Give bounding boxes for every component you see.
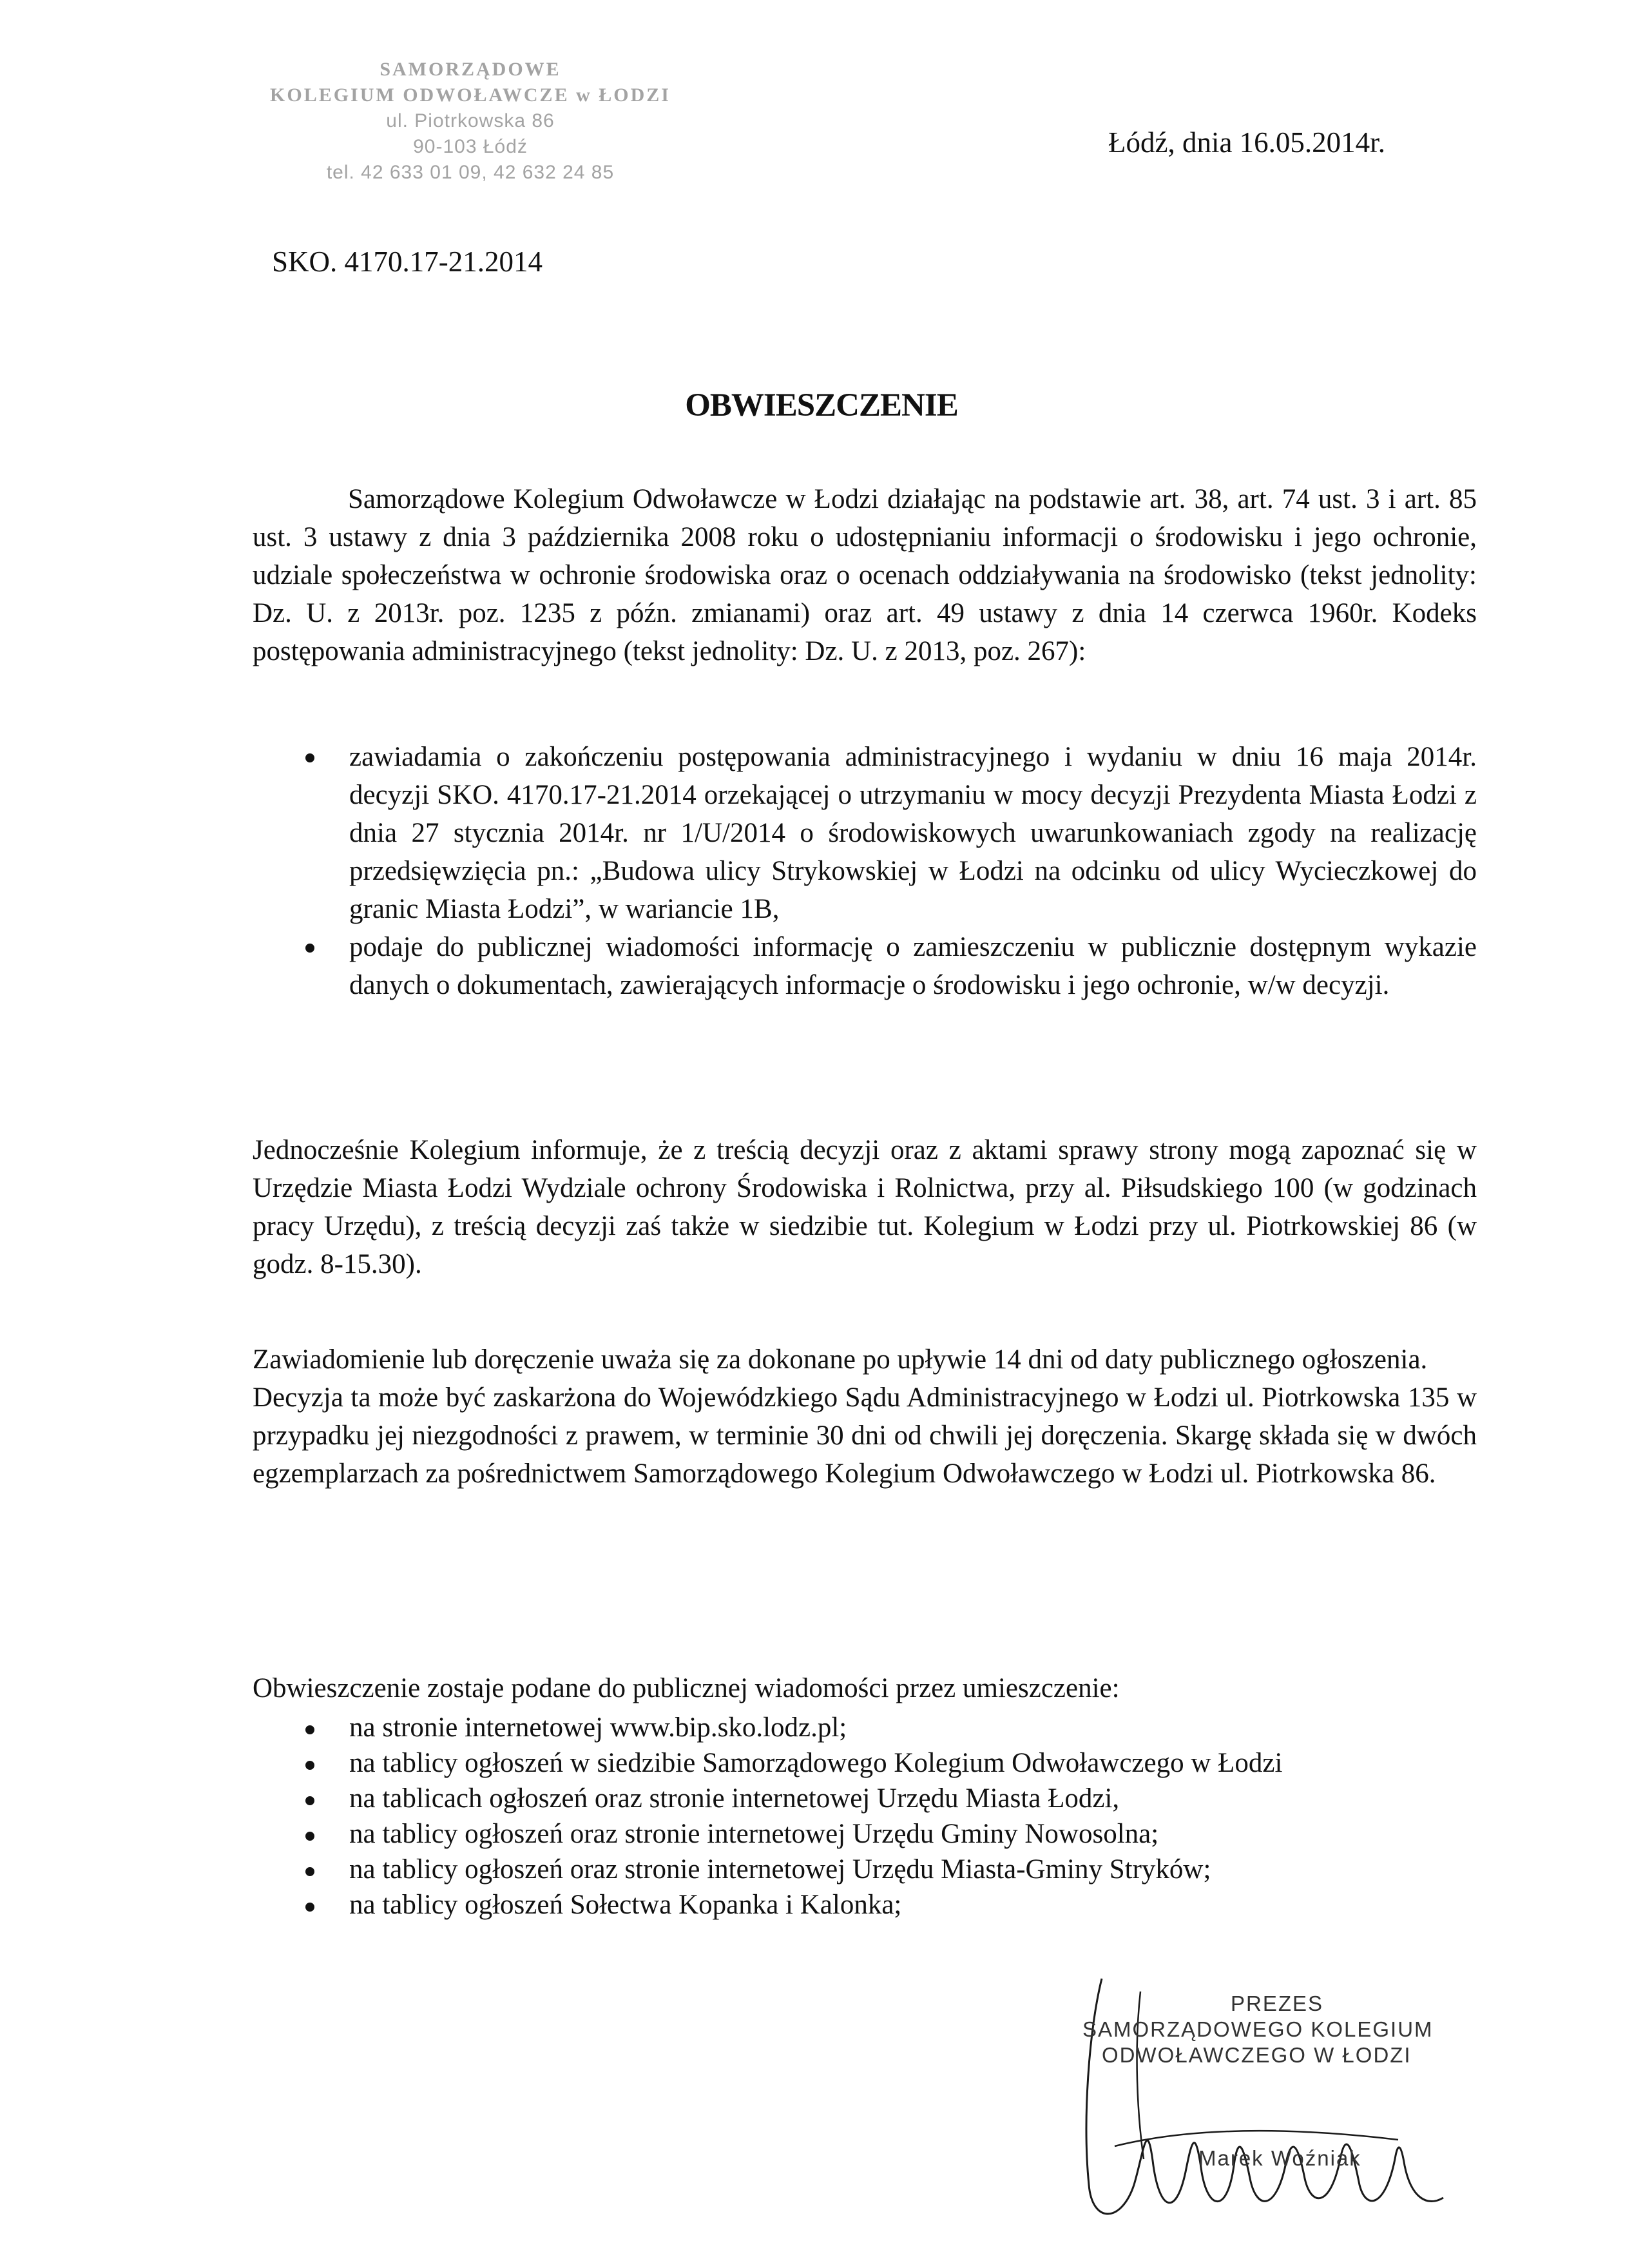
info-text: Jednocześnie Kolegium informuje, że z treścią decyzji oraz z aktami sprawy strony mogą zapoznać się w Urzędzie Miasta Łodzi Wydziale ochrony Środowiska i Rolnictwa, przy al. Piłsudskiego 100 (w godzinach pracy Urzędu), z treścią decyzji zaś także w siedzibie tut. Kolegium w Łodzi przy ul. Piotrkowskiej 86 (w godz. 8-15.30). xyxy=(253,1135,1477,1279)
signature-stamp-name: Marek Woźniak xyxy=(1198,2146,1361,2170)
publication-intro: Obwieszczenie zostaje podane do publicznej wiadomości przez umieszczenie: xyxy=(253,1673,1120,1703)
publication-item: na stronie internetowej www.bip.sko.lodz.pl; xyxy=(253,1710,1477,1745)
publication-item: na tablicach ogłoszeń oraz stronie internetowej Urzędu Miasta Łodzi, xyxy=(253,1781,1477,1816)
publication-section xyxy=(253,1669,1477,1923)
signature-block xyxy=(1063,1953,1450,2249)
stamp-postcode: 90-103 Łódź xyxy=(413,136,528,157)
publication-item: na tablicy ogłoszeń w siedzibie Samorządowego Kolegium Odwoławczego w Łodzi xyxy=(253,1745,1477,1781)
legal-paragraphs xyxy=(253,1341,1477,1493)
info-paragraph xyxy=(253,1131,1477,1283)
publication-item: na tablicy ogłoszeń Sołectwa Kopanka i Kalonka; xyxy=(253,1887,1477,1923)
stamp-phone: tel. 42 633 01 09, 42 632 24 85 xyxy=(326,162,615,183)
document-date: Łódź, dnia 16.05.2014r. xyxy=(1108,126,1385,159)
publication-item: na tablicy ogłoszeń oraz stronie internetowej Urzędu Miasta-Gminy Stryków; xyxy=(253,1852,1477,1887)
document-title: OBWIESZCZENIE xyxy=(685,387,958,423)
office-stamp xyxy=(238,57,702,186)
signature-stamp-line-3: ODWOŁAWCZEGO W ŁODZI xyxy=(1102,2043,1412,2067)
signature-stamp-line-2: SAMORZĄDOWEGO KOLEGIUM xyxy=(1082,2017,1434,2041)
stamp-address: ul. Piotrkowska 86 xyxy=(386,110,555,131)
delivery-text: Zawiadomienie lub doręczenie uważa się za dokonane po upływie 14 dni od daty publicznego ogłoszenia. xyxy=(253,1344,1428,1375)
reference-number: SKO. 4170.17-21.2014 xyxy=(272,246,543,278)
appeal-text: Decyzja ta może być zaskarżona do Wojewódzkiego Sądu Administracyjnego w Łodzi ul. Piotrkowska 135 w przypadku jej niezgodności z prawem, w terminie 30 dni od chwili jej doręczenia. Skargę składa się w dwóch egzemplarzach za pośrednictwem Samorządowego Kolegium Odwoławczego w Łodzi ul. Piotrkowska 86. xyxy=(253,1382,1477,1489)
stamp-line-2: KOLEGIUM ODWOŁAWCZE w ŁODZI xyxy=(270,84,671,106)
notice-list xyxy=(253,738,1477,1004)
stamp-line-1: SAMORZĄDOWE xyxy=(380,59,561,80)
intro-text: Samorządowe Kolegium Odwoławcze w Łodzi działając na podstawie art. 38, art. 74 ust. 3 i art. 85 ust. 3 ustawy z dnia 3 października 2008 roku o udostępnianiu informacji o środowisku i jego ochronie, udziale społeczeństwa w ochronie środowiska oraz o ocenach oddziaływania na środowisko (tekst jednolity: Dz. U. z 2013r. poz. 1235 z późn. zmianami) oraz art. 49 ustawy z dnia 14 czerwca 1960r. Kodeks postępowania administracyjnego (tekst jednolity: Dz. U. z 2013, poz. 267): xyxy=(253,484,1477,666)
intro-paragraph xyxy=(253,480,1477,670)
notice-item: zawiadamia o zakończeniu postępowania administracyjnego i wydaniu w dniu 16 maja 2014r. decyzji SKO. 4170.17-21.2014 orzekającej o utrzymaniu w mocy decyzji Prezydenta Miasta Łodzi z dnia 27 stycznia 2014r. nr 1/U/2014 o środowiskowych uwarunkowaniach zgody na realizację przedsięwzięcia pn.: „Budowa ulicy Strykowskiej w Łodzi na odcinku od ulicy Wycieczkowej do granic Miasta Łodzi”, w wariancie 1B, xyxy=(253,738,1477,928)
signature-stamp-line-1: PREZES xyxy=(1231,1992,1324,2015)
notice-item: podaje do publicznej wiadomości informację o zamieszczeniu w publicznie dostępnym wykazie danych o dokumentach, zawierających informacje o środowisku i jego ochronie, w/w decyzji. xyxy=(253,928,1477,1004)
publication-item: na tablicy ogłoszeń oraz stronie internetowej Urzędu Gminy Nowosolna; xyxy=(253,1816,1477,1852)
